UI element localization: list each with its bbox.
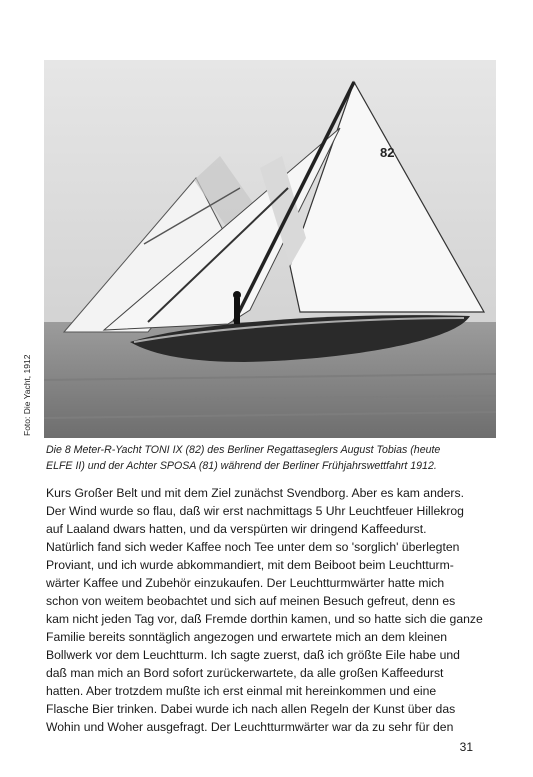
photo-credit: Foto: Die Yacht, 1912 [22,354,32,436]
caption-line: ELFE II) und der Achter SPOSA (81) während der Berliner Frühjahrswettfahrt 1912. [46,460,437,472]
sail-number: 82 [380,145,395,160]
body-line: Wohin und Woher ausgefragt. Der Leuchtturmwärter war da zu sehr für den [46,720,454,734]
sailing-yacht-photo [44,60,496,438]
photo-caption [46,442,498,474]
body-line: Proviant, und ich wurde abkommandiert, mit dem Beiboot beim Leuchtturm- [46,558,454,572]
caption-line: Die 8 Meter-R-Yacht TONI IX (82) des Berliner Regattaseglers August Tobias (heute [46,444,441,456]
crew-head [233,291,241,299]
yacht-illustration [44,60,496,438]
body-line: Bollwerk vor dem Leuchtturm. Ich sagte zuerst, daß ich größte Eile habe und [46,648,460,662]
body-line: Flasche Bier trinken. Dabei wurde ich nach allen Regeln der Kunst über das [46,702,456,716]
body-line: daß man mich an Bord sofort zurückerwartete, da alle großen Kaffeedurst [46,666,444,680]
body-line: Natürlich fand sich weder Kaffee noch Tee unter dem so 'sorglich' überlegten [46,540,460,554]
body-line: schon von weitem beobachtet und sich auf meinen Besuch gefreut, denn es [46,594,456,608]
body-line: Kurs Großer Belt und mit dem Ziel zunächst Svendborg. Aber es kam anders. [46,486,464,500]
body-line: Familie bereits sonntäglich angezogen und erwartete mich an dem kleinen [46,630,448,644]
body-line: auf Laaland dwars hatten, und da verspürten wir dringend Kaffeedurst. [46,522,427,536]
body-line: wärter Kaffee und Zubehör einzukaufen. Der Leuchtturmwärter hatte mich [46,576,445,590]
body-line: Der Wind wurde so flau, daß wir erst nachmittags 5 Uhr Leuchtfeuer Hillekrog [46,504,464,518]
page-number: 31 [459,740,473,754]
crew-figure [234,298,240,324]
body-line: hatten. Aber trotzdem mußte ich erst einmal mit hereinkommen und eine [46,684,437,698]
body-line: kam nicht jeden Tag vor, daß Fremde dorthin kamen, und so hatte sich die ganze [46,612,483,626]
body-text [46,484,498,736]
